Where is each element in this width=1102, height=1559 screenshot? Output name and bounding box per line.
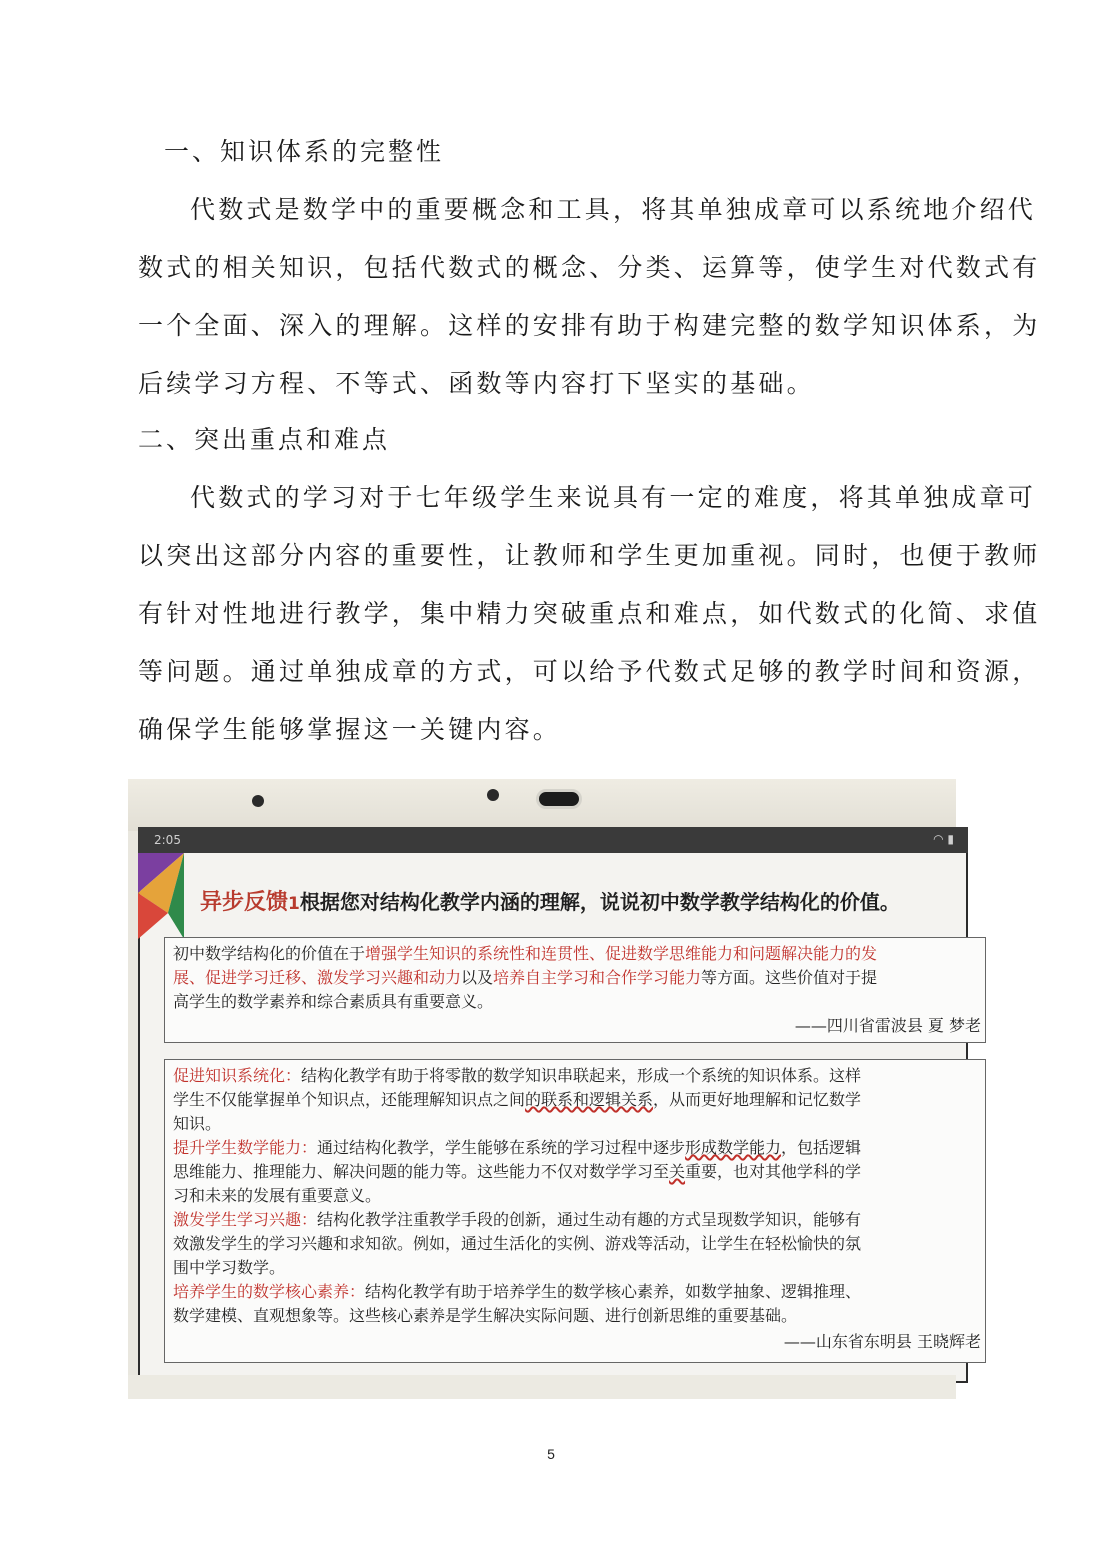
point-text: 结构化教学有助于培养学生的数学核心素养，如数学抽象、逻辑推理、: [365, 1282, 862, 1301]
point-label: 激发学生学习兴趣：: [173, 1210, 318, 1229]
slide-title: [200, 885, 900, 916]
box1-text: 等方面。这些价值对于提: [701, 968, 878, 987]
box2-signature: ——山东省东明县 王晓辉老: [783, 1332, 981, 1351]
underlined-text: 的联系和逻辑关系: [525, 1090, 654, 1109]
tablet-screen: [138, 827, 981, 1383]
paragraph-line: 以突出这部分内容的重要性，让教师和学生更加重视。同时，也便于教师: [138, 541, 1041, 570]
point-text: 结构化教学注重教学手段的创新，通过生动有趣的方式呈现数学知识，能够有: [317, 1210, 862, 1229]
point-label: 培养学生的数学核心素养：: [173, 1282, 366, 1301]
point-label: 促进知识系统化：: [173, 1066, 302, 1085]
section-heading-2: 二、突出重点和难点: [138, 425, 391, 454]
paragraph-line: 一个全面、深入的理解。这样的安排有助于构建完整的数学知识体系，为: [138, 311, 1041, 340]
point-text: 习和未来的发展有重要意义。: [173, 1186, 382, 1205]
page-number: 5: [547, 1446, 555, 1462]
paragraph-line: 代数式是数学中的重要概念和工具，将其单独成章可以系统地介绍代: [190, 195, 1037, 224]
status-time: 2:05: [154, 833, 181, 847]
tablet-photo: [128, 779, 981, 1399]
box1-highlight: 展、促进学习迁移、激发学习兴趣和动力: [173, 968, 462, 987]
paragraph-line: 数式的相关知识，包括代数式的概念、分类、运算等，使学生对代数式有: [138, 253, 1041, 282]
point-text: 数学建模、直观想象等。这些核心素养是学生解决实际问题、进行创新思维的重要基础。: [173, 1306, 798, 1325]
point-text: 学生不仅能掌握单个知识点，还能理解知识点之间: [173, 1090, 526, 1109]
box1-highlight: 增强学生知识的系统性和连贯性、促进数学思维能力和问题解决能力的发: [365, 944, 878, 963]
box1-text: 以及: [461, 968, 494, 987]
feedback-box-1: [164, 937, 986, 1043]
point-text: ，包括逻辑: [781, 1138, 862, 1157]
front-camera-icon: [536, 789, 582, 809]
point-text: 通过结构化教学，学生能够在系统的学习过程中逐步: [317, 1138, 686, 1157]
status-bar: [138, 827, 968, 853]
wifi-icon: ◠ ▮: [933, 832, 954, 846]
box1-highlight: 培养自主学习和合作学习能力: [493, 968, 702, 987]
paragraph-line: 确保学生能够掌握这一关键内容。: [138, 715, 562, 744]
camera-dot-icon: [487, 789, 499, 801]
camera-dot-icon: [252, 795, 264, 807]
slide-decoration: [138, 853, 184, 939]
point-label: 提升学生数学能力：: [173, 1138, 318, 1157]
feedback-box-2: [164, 1059, 986, 1363]
section-heading-1: 一、知识体系的完整性: [164, 137, 445, 166]
box1-text: 高学生的数学素养和综合素质具有重要意义。: [173, 992, 494, 1011]
point-text: 围中学习数学。: [173, 1258, 286, 1277]
underlined-text: 形成数学能力: [685, 1138, 782, 1157]
point-text: ，从而更好地理解和记忆数学: [653, 1090, 862, 1109]
box1-text: 初中数学结构化的价值在于: [173, 944, 366, 963]
box1-signature: ——四川省雷波县 夏 梦老: [794, 1016, 981, 1035]
point-text: 效激发学生的学习兴趣和求知欲。例如，通过生活化的实例、游戏等活动，让学生在轻松愉快的氛: [173, 1234, 862, 1253]
slide-title-text: 根据您对结构化教学内涵的理解，说说初中数学教学结构化的价值。: [299, 890, 900, 914]
underlined-text: 关: [669, 1162, 686, 1181]
paragraph-line: 代数式的学习对于七年级学生来说具有一定的难度，将其单独成章可: [190, 483, 1037, 512]
paragraph-line: 后续学习方程、不等式、函数等内容打下坚实的基础。: [138, 369, 815, 398]
slide-title-number: 1: [288, 894, 300, 914]
slide-title-label: 异步反馈: [200, 890, 289, 915]
point-text: 重要，也对其他学科的学: [685, 1162, 862, 1181]
paragraph-line: 有针对性地进行教学，集中精力突破重点和难点，如代数式的化简、求值: [138, 599, 1041, 628]
tablet-frame-bottom: [128, 1375, 956, 1399]
point-text: 知识。: [173, 1114, 222, 1133]
point-text: 结构化教学有助于将零散的数学知识串联起来，形成一个系统的知识体系。这样: [301, 1066, 862, 1085]
point-text: 思维能力、推理能力、解决问题的能力等。这些能力不仅对数学学习至: [173, 1162, 670, 1181]
paragraph-line: 等问题。通过单独成章的方式，可以给予代数式足够的教学时间和资源，: [138, 657, 1041, 686]
